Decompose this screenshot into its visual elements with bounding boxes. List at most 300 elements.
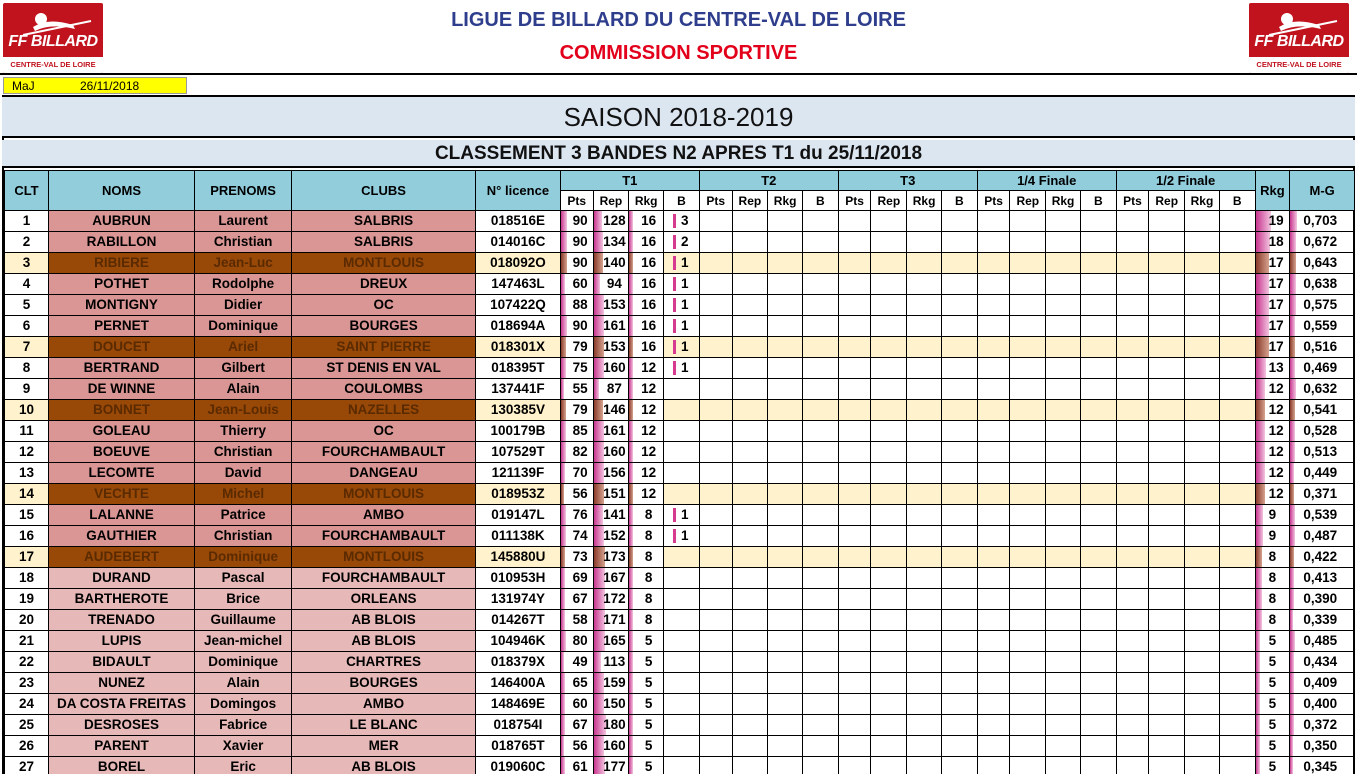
t1-b-cell [664,358,700,379]
t1-pts-cell-value: 67 [572,717,588,732]
total-rkg-cell [1255,673,1290,694]
empty-cell [871,757,907,774]
mg-value: 0,434 [1303,654,1338,669]
empty-cell [1219,547,1255,568]
empty-cell [941,568,977,589]
empty-cell [802,463,838,484]
total-rkg-value: 5 [1268,717,1277,732]
t1-pts-cell [560,736,593,757]
empty-cell [941,652,977,673]
empty-cell [1185,736,1220,757]
empty-cell [907,400,942,421]
t1-rep-cell [593,715,629,736]
t1-b-cell [664,673,700,694]
licence-cell: 014267T [476,610,561,631]
empty-cell [732,400,768,421]
empty-cell [941,253,977,274]
t1-pts-cell [560,358,593,379]
empty-cell [768,337,803,358]
empty-cell [907,337,942,358]
firstname-cell: Didier [195,295,292,316]
t1-pts-cell-value: 79 [572,339,588,354]
total-rkg-bar [1256,316,1270,336]
t1-rep-cell-bar [594,274,600,294]
mg-cell [1290,358,1355,379]
table-row [5,757,1355,774]
empty-cell [802,232,838,253]
empty-cell [977,379,1010,400]
empty-cell [1219,316,1255,337]
t1-b-cell [664,652,700,673]
empty-cell [1149,253,1185,274]
t1-rep-cell-value: 153 [603,297,626,312]
firstname-cell: Jean-Luc [195,253,292,274]
t1-pts-cell-value: 74 [572,528,588,543]
col-clt: CLT [5,171,49,211]
firstname-cell: Christian [195,526,292,547]
subcol-rkg: Rkg [907,191,942,211]
t1-rkg-cell [629,295,664,316]
subcol-b: B [1080,191,1116,211]
empty-cell [907,274,942,295]
empty-cell [1149,526,1185,547]
empty-cell [1046,526,1081,547]
empty-cell [732,463,768,484]
empty-cell [1149,463,1185,484]
t1-pts-cell-bar [561,211,567,231]
t1-pts-cell [560,253,593,274]
t1-rkg-cell-bar [629,610,632,630]
empty-cell [941,505,977,526]
t1-rkg-cell [629,316,664,337]
empty-cell [802,547,838,568]
empty-cell [1046,358,1081,379]
t1-rep-cell-value: 153 [603,339,626,354]
firstname-cell: Alain [195,673,292,694]
empty-cell [977,505,1010,526]
mg-cell [1290,400,1355,421]
name-cell: BOEUVE [48,442,194,463]
empty-cell [977,358,1010,379]
empty-cell [768,694,803,715]
empty-cell [1116,358,1149,379]
t1-rkg-cell-bar [629,400,632,420]
t1-b-value: 1 [681,339,689,354]
mg-bar [1290,547,1294,567]
t1-rkg-cell-bar [629,526,632,546]
empty-cell [1185,211,1220,232]
empty-cell [1219,757,1255,774]
mg-bar [1290,400,1295,420]
mg-bar [1290,757,1293,774]
empty-cell [699,652,732,673]
empty-cell [871,358,907,379]
page-title: LIGUE DE BILLARD DU CENTRE-VAL DE LOIRE [451,9,906,31]
firstname-cell: Dominique [195,547,292,568]
table-row [5,673,1355,694]
empty-cell [1080,694,1116,715]
mg-cell [1290,757,1355,774]
total-rkg-cell [1255,568,1290,589]
t1-rep-cell-value: 146 [603,402,626,417]
empty-cell [1080,610,1116,631]
table-row [5,358,1355,379]
empty-cell [1219,442,1255,463]
empty-cell [871,610,907,631]
empty-cell [838,463,871,484]
empty-cell [802,673,838,694]
empty-cell [1046,715,1081,736]
empty-cell [1116,568,1149,589]
total-rkg-cell [1255,358,1290,379]
firstname-cell: Domingos [195,694,292,715]
t1-rkg-cell-value: 16 [641,213,657,228]
empty-cell [802,610,838,631]
t1-rep-cell [593,211,629,232]
t1-rep-cell-value: 87 [606,381,622,396]
total-rkg-value: 17 [1268,255,1284,270]
total-rkg-cell [1255,274,1290,295]
t1-rkg-cell-value: 12 [641,465,657,480]
total-rkg-value: 5 [1268,696,1277,711]
firstname-cell: Thierry [195,421,292,442]
firstname-cell: Pascal [195,568,292,589]
empty-cell [1046,316,1081,337]
empty-cell [907,757,942,774]
mg-cell [1290,442,1355,463]
empty-cell [941,736,977,757]
t1-rkg-cell [629,379,664,400]
total-rkg-value: 9 [1268,507,1277,522]
t1-b-cell [664,400,700,421]
empty-cell [1046,757,1081,774]
t1-rkg-cell [629,568,664,589]
t1-b-value: 1 [681,255,689,270]
empty-cell [871,337,907,358]
empty-cell [1010,211,1046,232]
table-row [5,484,1355,505]
ranking-table [4,170,1355,774]
table-row [5,526,1355,547]
empty-cell [1116,484,1149,505]
empty-cell [1116,589,1149,610]
mg-bar [1290,610,1293,630]
rank-cell: 20 [5,610,49,631]
t1-b-cell [664,715,700,736]
empty-cell [941,211,977,232]
empty-cell [838,337,871,358]
empty-cell [1185,316,1220,337]
t1-rep-cell [593,631,629,652]
mg-value: 0,339 [1303,612,1338,627]
empty-cell [802,358,838,379]
t1-rep-cell-value: 160 [603,738,626,753]
empty-cell [838,694,871,715]
mg-cell [1290,316,1355,337]
empty-cell [907,253,942,274]
empty-cell [1080,757,1116,774]
rank-cell: 15 [5,505,49,526]
empty-cell [1080,379,1116,400]
name-cell: GAUTHIER [48,526,194,547]
t1-pts-cell [560,757,593,774]
empty-cell [732,484,768,505]
table-row [5,547,1355,568]
empty-cell [1219,526,1255,547]
empty-cell [699,631,732,652]
mg-cell [1290,295,1355,316]
t1-rep-cell-value: 113 [603,654,626,669]
empty-cell [907,358,942,379]
t1-rkg-cell-value: 16 [641,318,657,333]
licence-cell: 019060C [476,757,561,774]
t1-rep-cell [593,295,629,316]
subcol-rkg: Rkg [1185,191,1220,211]
empty-cell [1046,505,1081,526]
empty-cell [871,400,907,421]
empty-cell [838,652,871,673]
t1-rkg-cell-value: 5 [644,654,653,669]
empty-cell [977,253,1010,274]
empty-cell [732,358,768,379]
empty-cell [1080,589,1116,610]
rank-cell: 12 [5,442,49,463]
rank-cell: 16 [5,526,49,547]
t1-rep-cell [593,505,629,526]
rank-cell: 6 [5,316,49,337]
empty-cell [871,547,907,568]
table-row [5,253,1355,274]
t1-rep-cell [593,463,629,484]
empty-cell [1080,400,1116,421]
licence-cell: 018092O [476,253,561,274]
empty-cell [907,379,942,400]
mg-cell [1290,694,1355,715]
t1-rkg-cell-bar [629,316,632,336]
total-rkg-cell [1255,316,1290,337]
total-rkg-value: 5 [1268,675,1277,690]
club-cell: DREUX [292,274,476,295]
name-cell: RIBIERE [48,253,194,274]
empty-cell [1185,568,1220,589]
empty-cell [699,232,732,253]
empty-cell [1149,547,1185,568]
mg-value: 0,449 [1303,465,1338,480]
table-row [5,211,1355,232]
t1-rep-cell [593,757,629,774]
empty-cell [768,715,803,736]
empty-cell [732,232,768,253]
rank-cell: 22 [5,652,49,673]
t1-rkg-cell-value: 8 [644,570,653,585]
mg-bar [1290,358,1294,378]
empty-cell [1010,589,1046,610]
empty-cell [871,694,907,715]
table-row [5,715,1355,736]
subcol-b: B [941,191,977,211]
t1-pts-cell [560,715,593,736]
empty-cell [1219,274,1255,295]
licence-cell: 130385V [476,400,561,421]
t1-pts-cell-value: 90 [572,234,588,249]
empty-cell [1046,295,1081,316]
empty-cell [732,211,768,232]
empty-cell [907,547,942,568]
empty-cell [768,757,803,774]
mg-bar [1290,484,1293,504]
empty-cell [941,610,977,631]
rank-cell: 10 [5,400,49,421]
table-row [5,337,1355,358]
empty-cell [1149,274,1185,295]
total-rkg-bar [1256,757,1260,774]
t1-rkg-cell-bar [629,568,632,588]
table-row [5,736,1355,757]
t1-rep-cell-value: 180 [603,717,626,732]
t1-b-cell [664,589,700,610]
empty-cell [802,442,838,463]
empty-cell [871,274,907,295]
mg-bar [1290,736,1293,756]
t1-rep-cell [593,589,629,610]
update-date [3,77,187,94]
empty-cell [1185,253,1220,274]
empty-cell [941,421,977,442]
t1-rkg-cell [629,547,664,568]
t1-pts-cell-bar [561,547,566,567]
empty-cell [977,211,1010,232]
firstname-cell: Jean-michel [195,631,292,652]
empty-cell [802,295,838,316]
t1-pts-cell-bar [561,526,566,546]
rank-cell: 21 [5,631,49,652]
total-rkg-value: 17 [1268,318,1284,333]
total-rkg-cell [1255,484,1290,505]
empty-cell [1116,673,1149,694]
name-cell: AUBRUN [48,211,194,232]
empty-cell [1046,589,1081,610]
empty-cell [1219,505,1255,526]
empty-cell [732,379,768,400]
name-cell: AUDEBERT [48,547,194,568]
t1-pts-cell [560,442,593,463]
firstname-cell: Dominique [195,652,292,673]
empty-cell [977,652,1010,673]
empty-cell [838,673,871,694]
ff-billard-logo-right [1249,3,1349,73]
empty-cell [871,631,907,652]
t1-pts-cell [560,631,593,652]
t1-pts-cell [560,610,593,631]
total-rkg-value: 18 [1268,234,1284,249]
name-cell: PARENT [48,736,194,757]
mg-cell [1290,715,1355,736]
subcol-pts: Pts [699,191,732,211]
t1-pts-cell [560,673,593,694]
club-cell: DANGEAU [292,463,476,484]
total-rkg-bar [1256,274,1270,294]
total-rkg-bar [1256,505,1263,525]
t1-pts-cell [560,694,593,715]
empty-cell [768,652,803,673]
empty-cell [768,484,803,505]
empty-cell [802,736,838,757]
empty-cell [802,484,838,505]
empty-cell [941,526,977,547]
t1-pts-cell-value: 49 [572,654,588,669]
empty-cell [1080,673,1116,694]
mg-bar [1290,274,1296,294]
t1-pts-cell-value: 90 [572,255,588,270]
t1-rep-cell-value: 167 [603,570,626,585]
empty-cell [838,610,871,631]
t1-pts-cell-bar [561,316,567,336]
empty-cell [1080,316,1116,337]
t1-rkg-cell-value: 8 [644,549,653,564]
empty-cell [768,421,803,442]
empty-cell [699,526,732,547]
t1-pts-cell-bar [561,505,566,525]
total-rkg-cell [1255,736,1290,757]
empty-cell [1185,694,1220,715]
club-cell: OC [292,295,476,316]
name-cell: GOLEAU [48,421,194,442]
logo-text: FF BILLARD [1254,33,1344,50]
empty-cell [1080,442,1116,463]
empty-cell [732,421,768,442]
rank-cell: 9 [5,379,49,400]
col-prenoms: PRENOMS [195,171,292,211]
t1-pts-cell [560,484,593,505]
mg-cell [1290,379,1355,400]
t1-b-cell [664,631,700,652]
empty-cell [699,421,732,442]
empty-cell [838,505,871,526]
name-cell: BARTHEROTE [48,589,194,610]
club-cell: AB BLOIS [292,631,476,652]
firstname-cell: David [195,463,292,484]
t1-rep-cell [593,379,629,400]
t1-pts-cell-value: 90 [572,213,588,228]
empty-cell [1149,442,1185,463]
total-rkg-cell [1255,526,1290,547]
t1-rkg-cell-bar [629,484,632,504]
mg-cell [1290,211,1355,232]
t1-rep-cell-value: 152 [603,528,626,543]
t1-rkg-cell [629,505,664,526]
t1-rkg-cell-bar [629,757,632,774]
total-rkg-bar [1256,736,1260,756]
empty-cell [732,694,768,715]
mg-bar [1290,379,1296,399]
empty-cell [1185,673,1220,694]
club-cell: BOURGES [292,316,476,337]
total-rkg-bar [1256,631,1260,651]
empty-cell [699,505,732,526]
name-cell: DESROSES [48,715,194,736]
t1-pts-cell-value: 58 [572,612,588,627]
t1-pts-cell-value: 90 [572,318,588,333]
firstname-cell: Fabrice [195,715,292,736]
t1-pts-cell-value: 61 [572,759,588,774]
mg-value: 0,409 [1303,675,1338,690]
t1-b-mark [673,298,676,312]
t1-rep-cell-value: 150 [603,696,626,711]
empty-cell [732,631,768,652]
total-rkg-value: 8 [1268,570,1277,585]
table-row [5,589,1355,610]
empty-cell [871,211,907,232]
